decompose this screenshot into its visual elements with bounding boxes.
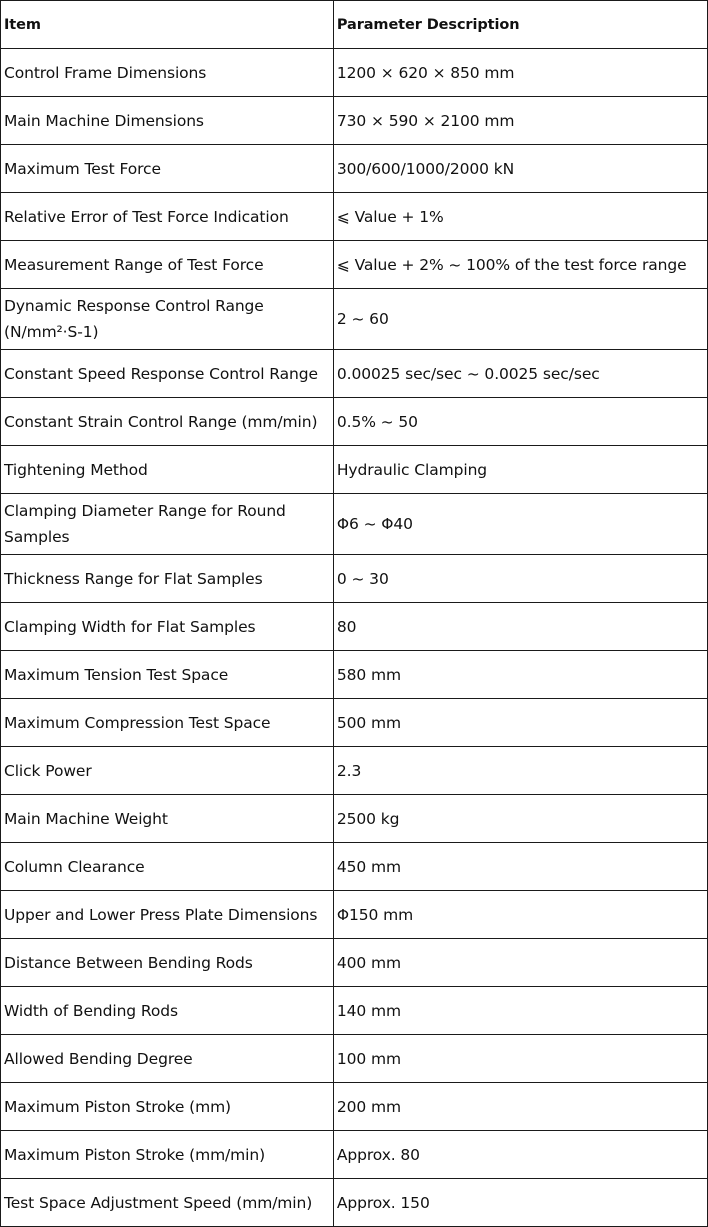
item-cell: Column Clearance	[1, 843, 334, 891]
item-cell: Allowed Bending Degree	[1, 1035, 334, 1083]
description-cell: 1200 × 620 × 850 mm	[333, 49, 707, 97]
item-cell: Distance Between Bending Rods	[1, 939, 334, 987]
item-cell: Measurement Range of Test Force	[1, 241, 334, 289]
description-cell: 500 mm	[333, 699, 707, 747]
description-cell: 200 mm	[333, 1083, 707, 1131]
table-row	[1, 891, 708, 939]
description-cell: Approx. 150	[333, 1179, 707, 1227]
table-row	[1, 1035, 708, 1083]
description-cell: ⩽ Value + 2% ~ 100% of the test force range	[333, 241, 707, 289]
table-row	[1, 1083, 708, 1131]
table-row	[1, 555, 708, 603]
description-cell: 2.3	[333, 747, 707, 795]
item-cell: Main Machine Weight	[1, 795, 334, 843]
item-cell: Thickness Range for Flat Samples	[1, 555, 334, 603]
item-cell: Maximum Tension Test Space	[1, 651, 334, 699]
item-cell: Maximum Test Force	[1, 145, 334, 193]
item-cell: Dynamic Response Control Range (N/mm²·S-1)	[1, 289, 334, 350]
table-row	[1, 939, 708, 987]
description-cell: 0 ~ 30	[333, 555, 707, 603]
table-row	[1, 651, 708, 699]
table-row	[1, 398, 708, 446]
table-row	[1, 97, 708, 145]
description-cell: 2 ~ 60	[333, 289, 707, 350]
item-cell: Click Power	[1, 747, 334, 795]
description-cell: 2500 kg	[333, 795, 707, 843]
description-cell: Φ6 ~ Φ40	[333, 494, 707, 555]
table-row	[1, 494, 708, 555]
table-row	[1, 145, 708, 193]
item-cell: Clamping Width for Flat Samples	[1, 603, 334, 651]
item-cell: Maximum Piston Stroke (mm/min)	[1, 1131, 334, 1179]
header-item: Item	[1, 1, 334, 49]
description-cell: Φ150 mm	[333, 891, 707, 939]
description-cell: 580 mm	[333, 651, 707, 699]
table-header-row	[1, 1, 708, 49]
description-cell: 400 mm	[333, 939, 707, 987]
description-cell: 730 × 590 × 2100 mm	[333, 97, 707, 145]
table-row	[1, 987, 708, 1035]
table-row	[1, 350, 708, 398]
description-cell: 140 mm	[333, 987, 707, 1035]
table-row	[1, 699, 708, 747]
item-cell: Upper and Lower Press Plate Dimensions	[1, 891, 334, 939]
table-row	[1, 603, 708, 651]
description-cell: 450 mm	[333, 843, 707, 891]
table-row	[1, 193, 708, 241]
description-cell: 0.5% ~ 50	[333, 398, 707, 446]
item-cell: Maximum Piston Stroke (mm)	[1, 1083, 334, 1131]
item-cell: Clamping Diameter Range for Round Samples	[1, 494, 334, 555]
description-cell: Approx. 80	[333, 1131, 707, 1179]
header-parameter-description: Parameter Description	[333, 1, 707, 49]
item-cell: Main Machine Dimensions	[1, 97, 334, 145]
item-cell: Width of Bending Rods	[1, 987, 334, 1035]
table-row	[1, 747, 708, 795]
table-row	[1, 289, 708, 350]
description-cell: 80	[333, 603, 707, 651]
table-row	[1, 843, 708, 891]
item-cell: Relative Error of Test Force Indication	[1, 193, 334, 241]
item-cell: Tightening Method	[1, 446, 334, 494]
table-row	[1, 795, 708, 843]
description-cell: 300/600/1000/2000 kN	[333, 145, 707, 193]
table-row	[1, 241, 708, 289]
table-row	[1, 1131, 708, 1179]
item-cell: Test Space Adjustment Speed (mm/min)	[1, 1179, 334, 1227]
description-cell: 0.00025 sec/sec ~ 0.0025 sec/sec	[333, 350, 707, 398]
item-cell: Constant Speed Response Control Range	[1, 350, 334, 398]
item-cell: Maximum Compression Test Space	[1, 699, 334, 747]
description-cell: 100 mm	[333, 1035, 707, 1083]
table-row	[1, 49, 708, 97]
item-cell: Constant Strain Control Range (mm/min)	[1, 398, 334, 446]
description-cell: Hydraulic Clamping	[333, 446, 707, 494]
table-row	[1, 1179, 708, 1227]
table-row	[1, 446, 708, 494]
description-cell: ⩽ Value + 1%	[333, 193, 707, 241]
item-cell: Control Frame Dimensions	[1, 49, 334, 97]
